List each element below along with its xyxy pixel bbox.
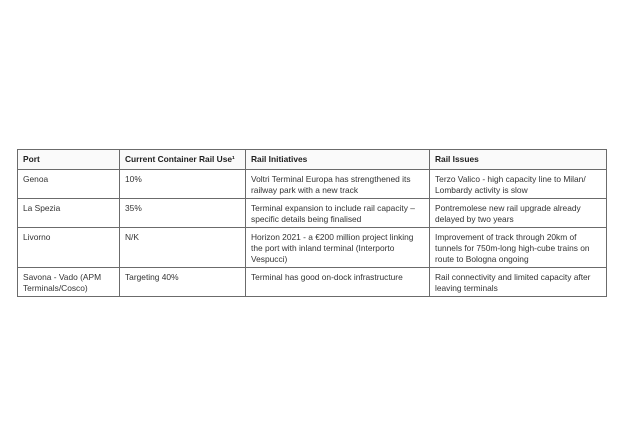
cell-port: Livorno — [18, 228, 120, 268]
table-row — [18, 199, 607, 228]
table-row — [18, 228, 607, 268]
header-rail-issues: Rail Issues — [430, 150, 607, 170]
cell-port: Savona - Vado (APM Terminals/Cosco) — [18, 268, 120, 297]
cell-rail-use: 35% — [120, 199, 246, 228]
cell-rail-initiatives: Terminal expansion to include rail capacity – specific details being finalised — [246, 199, 430, 228]
cell-rail-use: 10% — [120, 170, 246, 199]
cell-rail-initiatives: Terminal has good on-dock infrastructure — [246, 268, 430, 297]
rail-use-table-container — [17, 149, 606, 297]
cell-rail-issues: Rail connectivity and limited capacity after leaving terminals — [430, 268, 607, 297]
header-port: Port — [18, 150, 120, 170]
table-row — [18, 170, 607, 199]
cell-rail-initiatives: Horizon 2021 - a €200 million project linking the port with inland terminal (Interporto Vespucci) — [246, 228, 430, 268]
cell-rail-issues: Pontremolese new rail upgrade already delayed by two years — [430, 199, 607, 228]
table-row — [18, 268, 607, 297]
table-header-row — [18, 150, 607, 170]
cell-rail-issues: Terzo Valico - high capacity line to Milan/ Lombardy activity is slow — [430, 170, 607, 199]
cell-rail-use: N/K — [120, 228, 246, 268]
cell-rail-issues: Improvement of track through 20km of tunnels for 750m-long high-cube trains on route to Bologna ongoing — [430, 228, 607, 268]
header-rail-initiatives: Rail Initiatives — [246, 150, 430, 170]
cell-port: Genoa — [18, 170, 120, 199]
cell-rail-initiatives: Voltri Terminal Europa has strengthened its railway park with a new track — [246, 170, 430, 199]
cell-rail-use: Targeting 40% — [120, 268, 246, 297]
header-current-rail-use: Current Container Rail Use¹ — [120, 150, 246, 170]
cell-port: La Spezia — [18, 199, 120, 228]
rail-use-table — [17, 149, 607, 297]
